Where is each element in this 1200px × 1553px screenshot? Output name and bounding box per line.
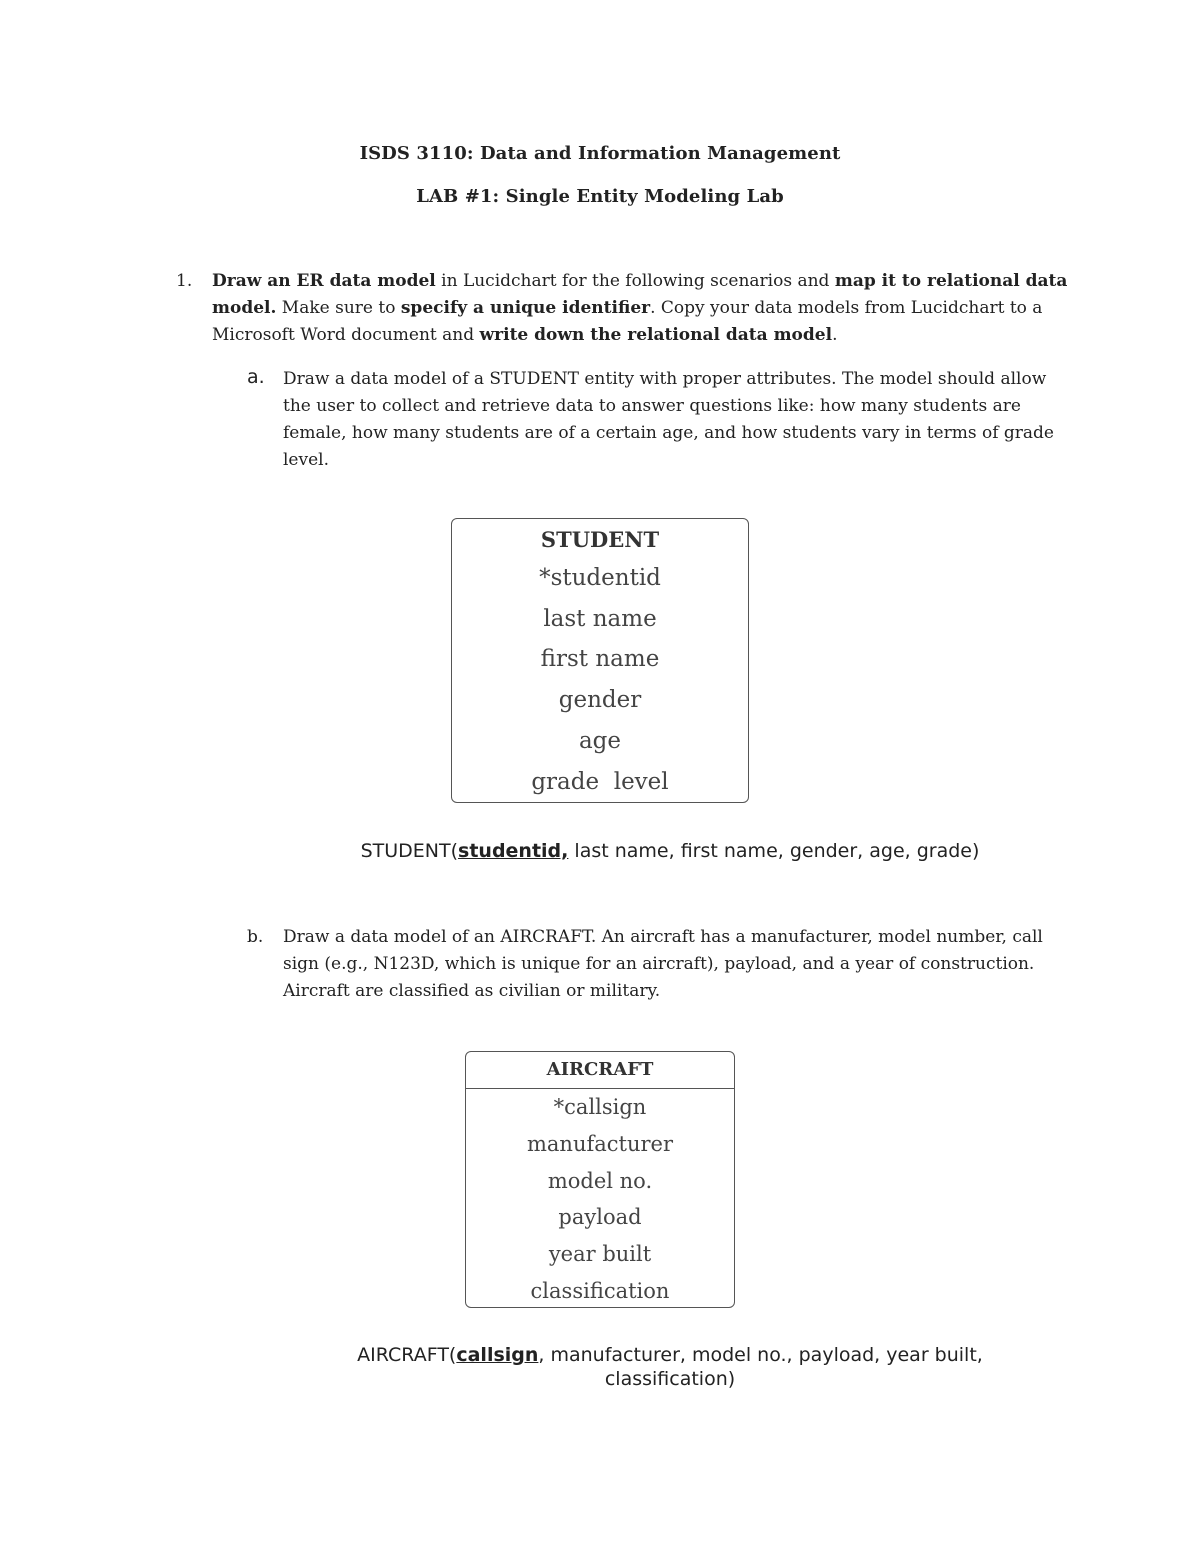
question-number: 1. <box>176 271 193 291</box>
student-relational-model <box>300 839 1040 863</box>
text-segment: . Copy your data models from Lucidchart to a Microsoft Word document and <box>212 298 1043 345</box>
part-a-letter: a. <box>247 366 265 388</box>
relation-prefix: AIRCRAFT( <box>357 1344 457 1366</box>
attribute: grade level <box>531 768 669 795</box>
primary-key: callsign <box>456 1344 539 1366</box>
attribute-list <box>466 1089 734 1310</box>
aircraft-relational-model <box>340 1343 1000 1391</box>
attribute: manufacturer <box>526 1131 673 1156</box>
attribute: payload <box>558 1205 642 1230</box>
entity-name: AIRCRAFT <box>466 1052 734 1089</box>
course-title: ISDS 3110: Data and Information Management <box>359 143 841 164</box>
aircraft-entity-box <box>465 1051 735 1308</box>
bold-map-relational: map it to relational data model. <box>212 271 1068 318</box>
attribute-list <box>452 558 748 802</box>
text-segment: . <box>832 325 838 345</box>
attribute: *studentid <box>539 565 661 591</box>
attribute: first name <box>540 646 660 673</box>
attribute: year built <box>548 1242 652 1267</box>
attribute: gender <box>558 687 642 714</box>
attribute: last name <box>543 605 657 632</box>
text-segment: in Lucidchart for the following scenarios and <box>435 271 835 291</box>
attribute: classification <box>530 1278 670 1303</box>
student-entity-box <box>451 518 749 803</box>
bold-write-relational: write down the relational data model <box>479 325 833 345</box>
bold-draw-er: Draw an ER data model <box>212 271 436 291</box>
primary-key: studentid, <box>458 840 569 862</box>
attribute: age <box>578 727 622 754</box>
relation-prefix: STUDENT( <box>360 840 459 862</box>
entity-name: STUDENT <box>540 527 660 552</box>
relation-attributes: , manufacturer, model no., payload, year built, classification) <box>538 1344 983 1390</box>
text-segment: Make sure to <box>276 298 401 318</box>
lab-title: LAB #1: Single Entity Modeling Lab <box>416 186 784 207</box>
part-b-text: Draw a data model of an AIRCRAFT. An aircraft has a manufacturer, model number, call sign (e.g., N123D, which is unique for an aircraft), payload, and a year of construction. Aircraft are classified as civilian or military. <box>283 927 1043 1001</box>
attribute: model no. <box>547 1168 653 1193</box>
bold-unique-identifier: specify a unique identifier <box>400 298 651 318</box>
question-1-text <box>212 268 1072 349</box>
part-a-text: Draw a data model of a STUDENT entity with proper attributes. The model should allow the user to collect and retrieve data to answer questions like: how many students are female, how many students are of a certain age, and how students vary in terms of grade level. <box>283 369 1054 470</box>
attribute: *callsign <box>553 1095 647 1119</box>
part-b-letter: b. <box>247 927 264 947</box>
relation-attributes: last name, first name, gender, age, grade) <box>568 840 980 862</box>
